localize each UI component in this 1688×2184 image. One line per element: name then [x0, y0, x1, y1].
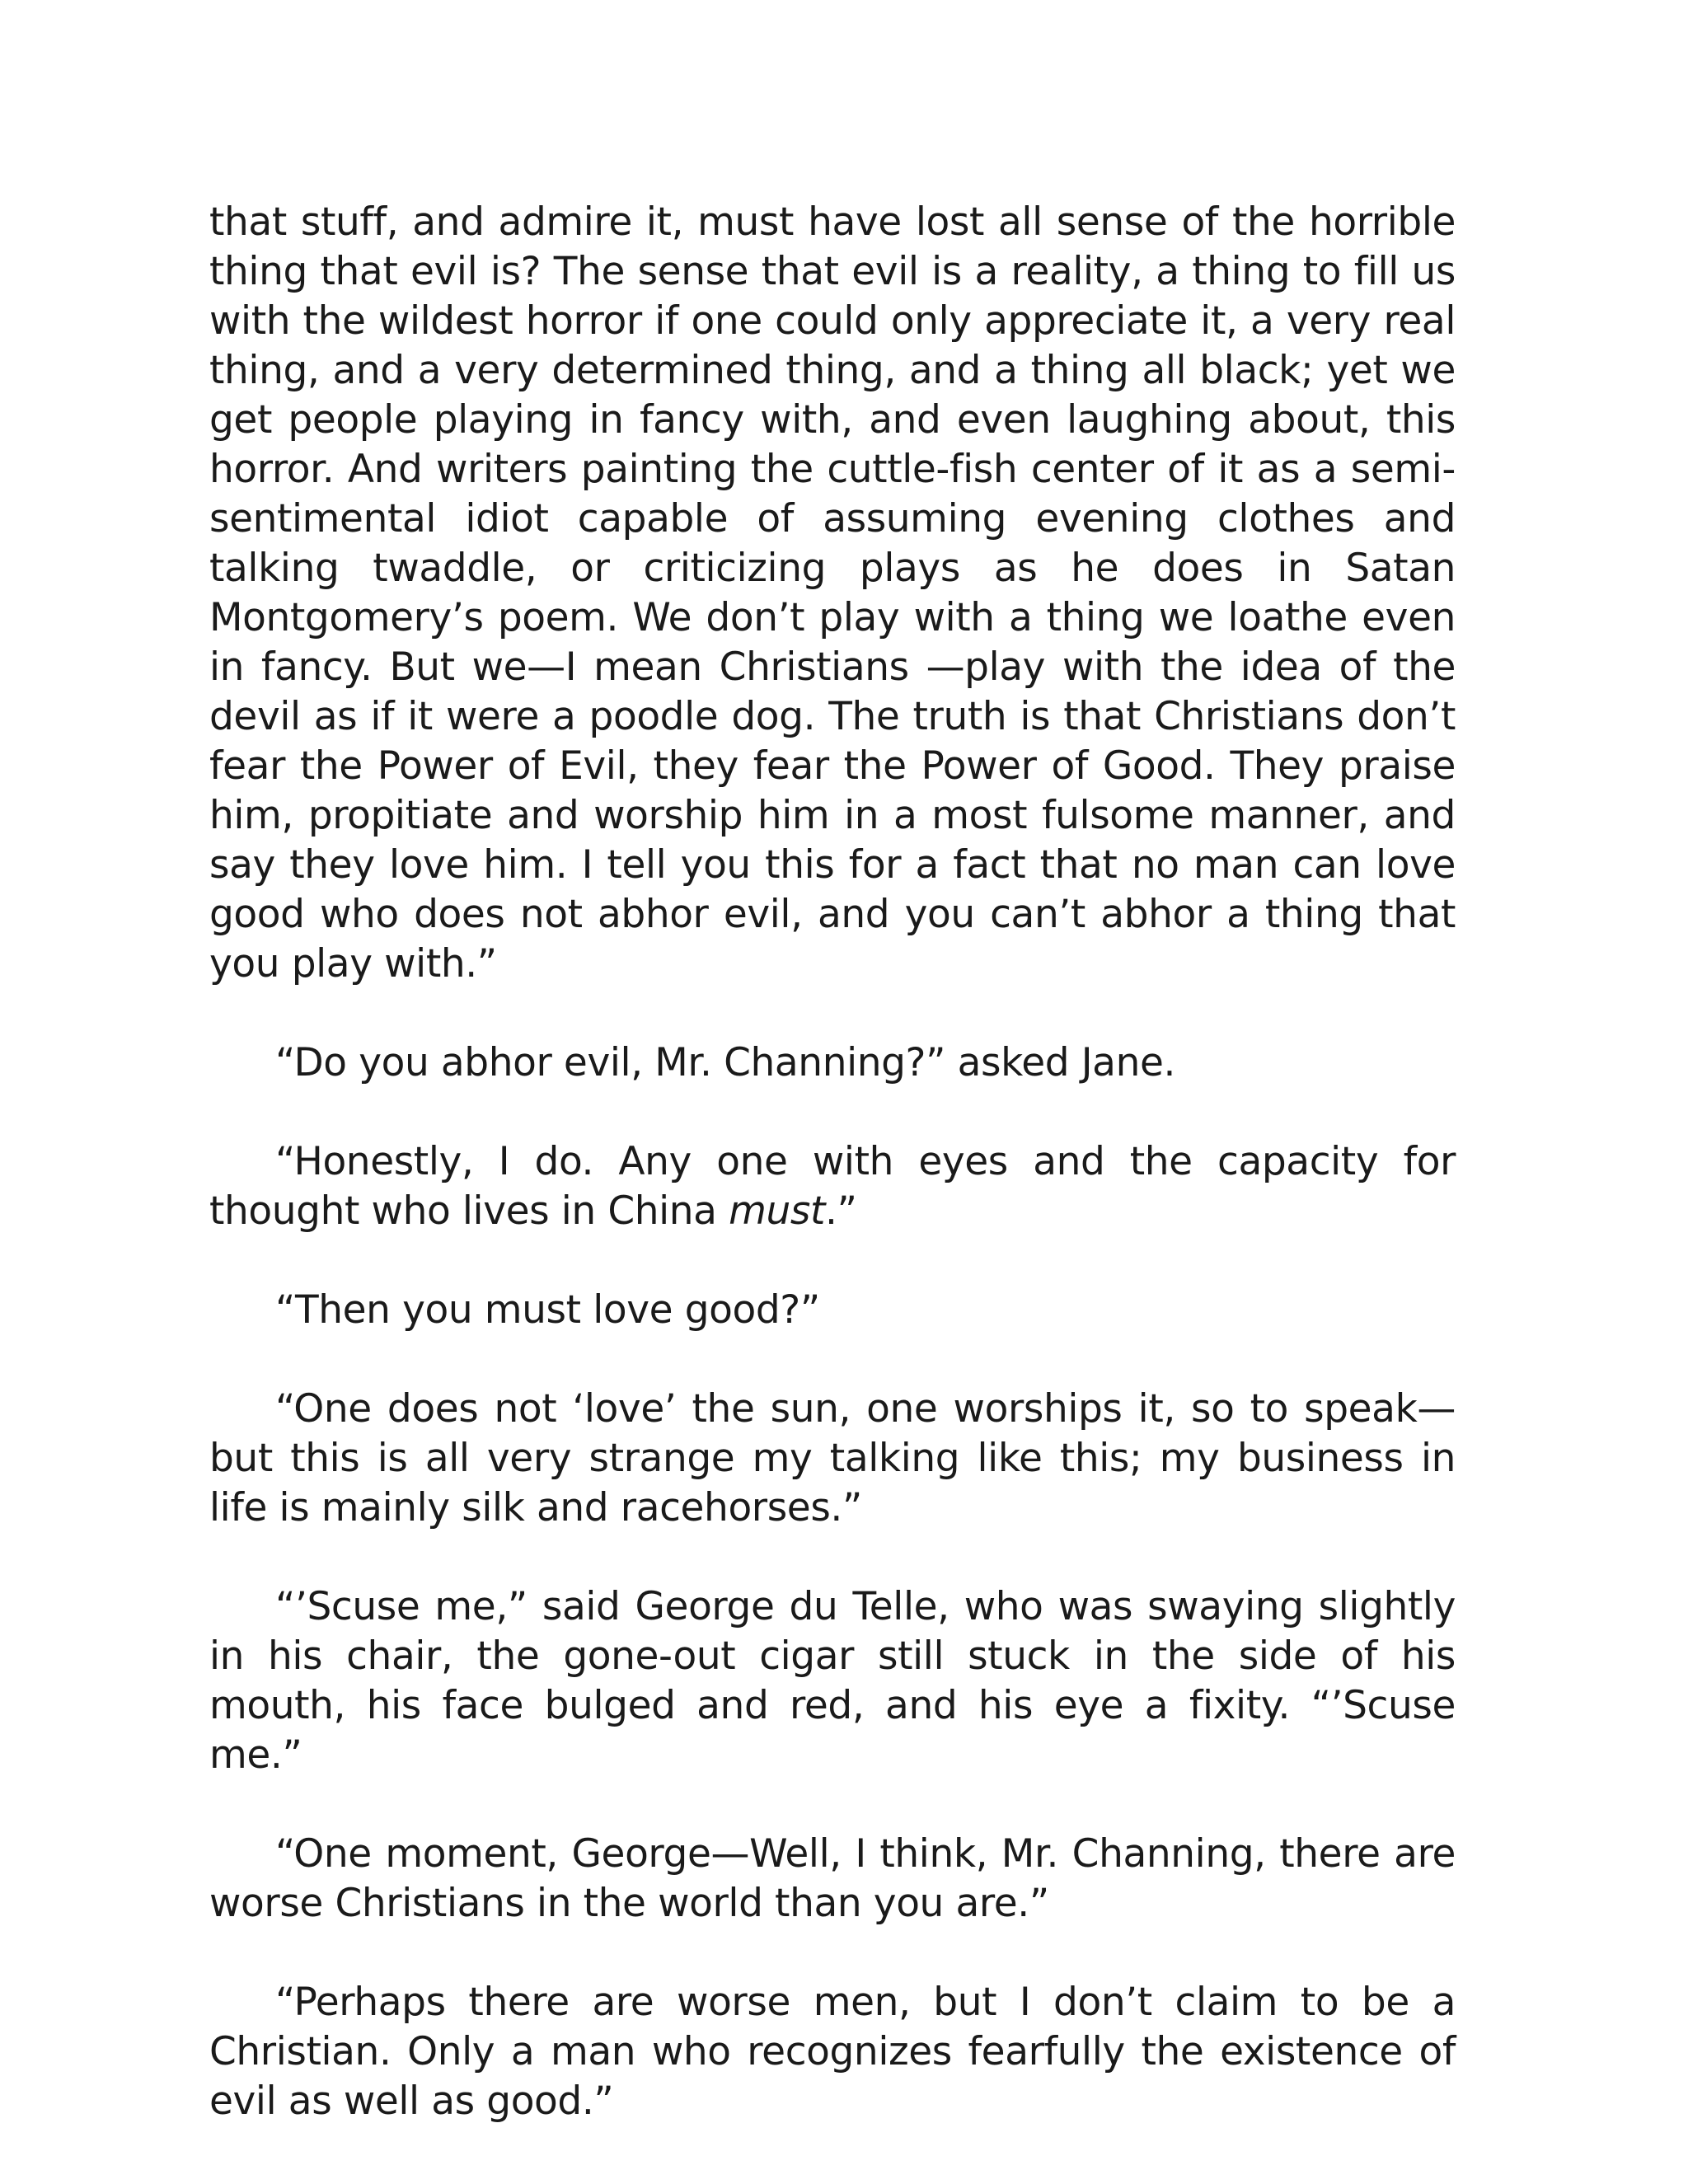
- book-page: [209, 198, 1456, 2126]
- paragraph-sun: “One does not ‘love’ the sun, one worships it, so to speak—but this is all very strange my talking like this; my business in life is mainly silk and racehorses.”: [209, 1386, 1456, 1530]
- paragraph-love-good: “Then you must love good?”: [275, 1287, 820, 1333]
- paragraph-emphasis: must: [729, 1188, 826, 1234]
- paragraph-text-after: .”: [825, 1188, 857, 1234]
- paragraph-jane-question: “Do you abhor evil, Mr. Channing?” asked Jane.: [275, 1040, 1176, 1085]
- paragraph-worse-men: “Perhaps there are worse men, but I don’t claim to be a Christian. Only a man who recognizes fearfully the existence of evil as well as good.”: [209, 1980, 1456, 2124]
- paragraph-continued: that stuff, and admire it, must have lost all sense of the horrible thing that evil is? The sense that evil is a reality, a thing to fill us with the wildest horror if one could only appreciate it, a very real thing, and a very determined thing, and a thing all black; yet we get people playing in fancy with, and even laughing about, this horror. And writers painting the cuttle-fish center of it as a semi-sentimental idiot capable of assuming evening clothes and talking twaddle, or criticizing plays as he does in Satan Montgomery’s poem. We don’t play with a thing we loathe even in fancy. But we—I mean Christians —play with the idea of the devil as if it were a poodle dog. The truth is that Christians don’t fear the Power of Evil, they fear the Power of Good. They praise him, propitiate and worship him in a most fulsome manner, and say they love him. I tell you this for a fact that no man can love good who does not abhor evil, and you can’t abhor a thing that you play with.”: [209, 199, 1456, 987]
- paragraph-one-moment: “One moment, George—Well, I think, Mr. Channing, there are worse Christians in the world than you are.”: [209, 1831, 1456, 1926]
- paragraph-george: “’Scuse me,” said George du Telle, who was swaying slightly in his chair, the gone-out cigar still stuck in the side of his mouth, his face bulged and red, and his eye a fixity. “’Scuse me.”: [209, 1584, 1456, 1778]
- paragraph-channing-honestly: [209, 1137, 1456, 1236]
- paragraph-text-before: “Honestly, I do. Any one with eyes and the capacity for thought who lives in China: [209, 1139, 1456, 1234]
